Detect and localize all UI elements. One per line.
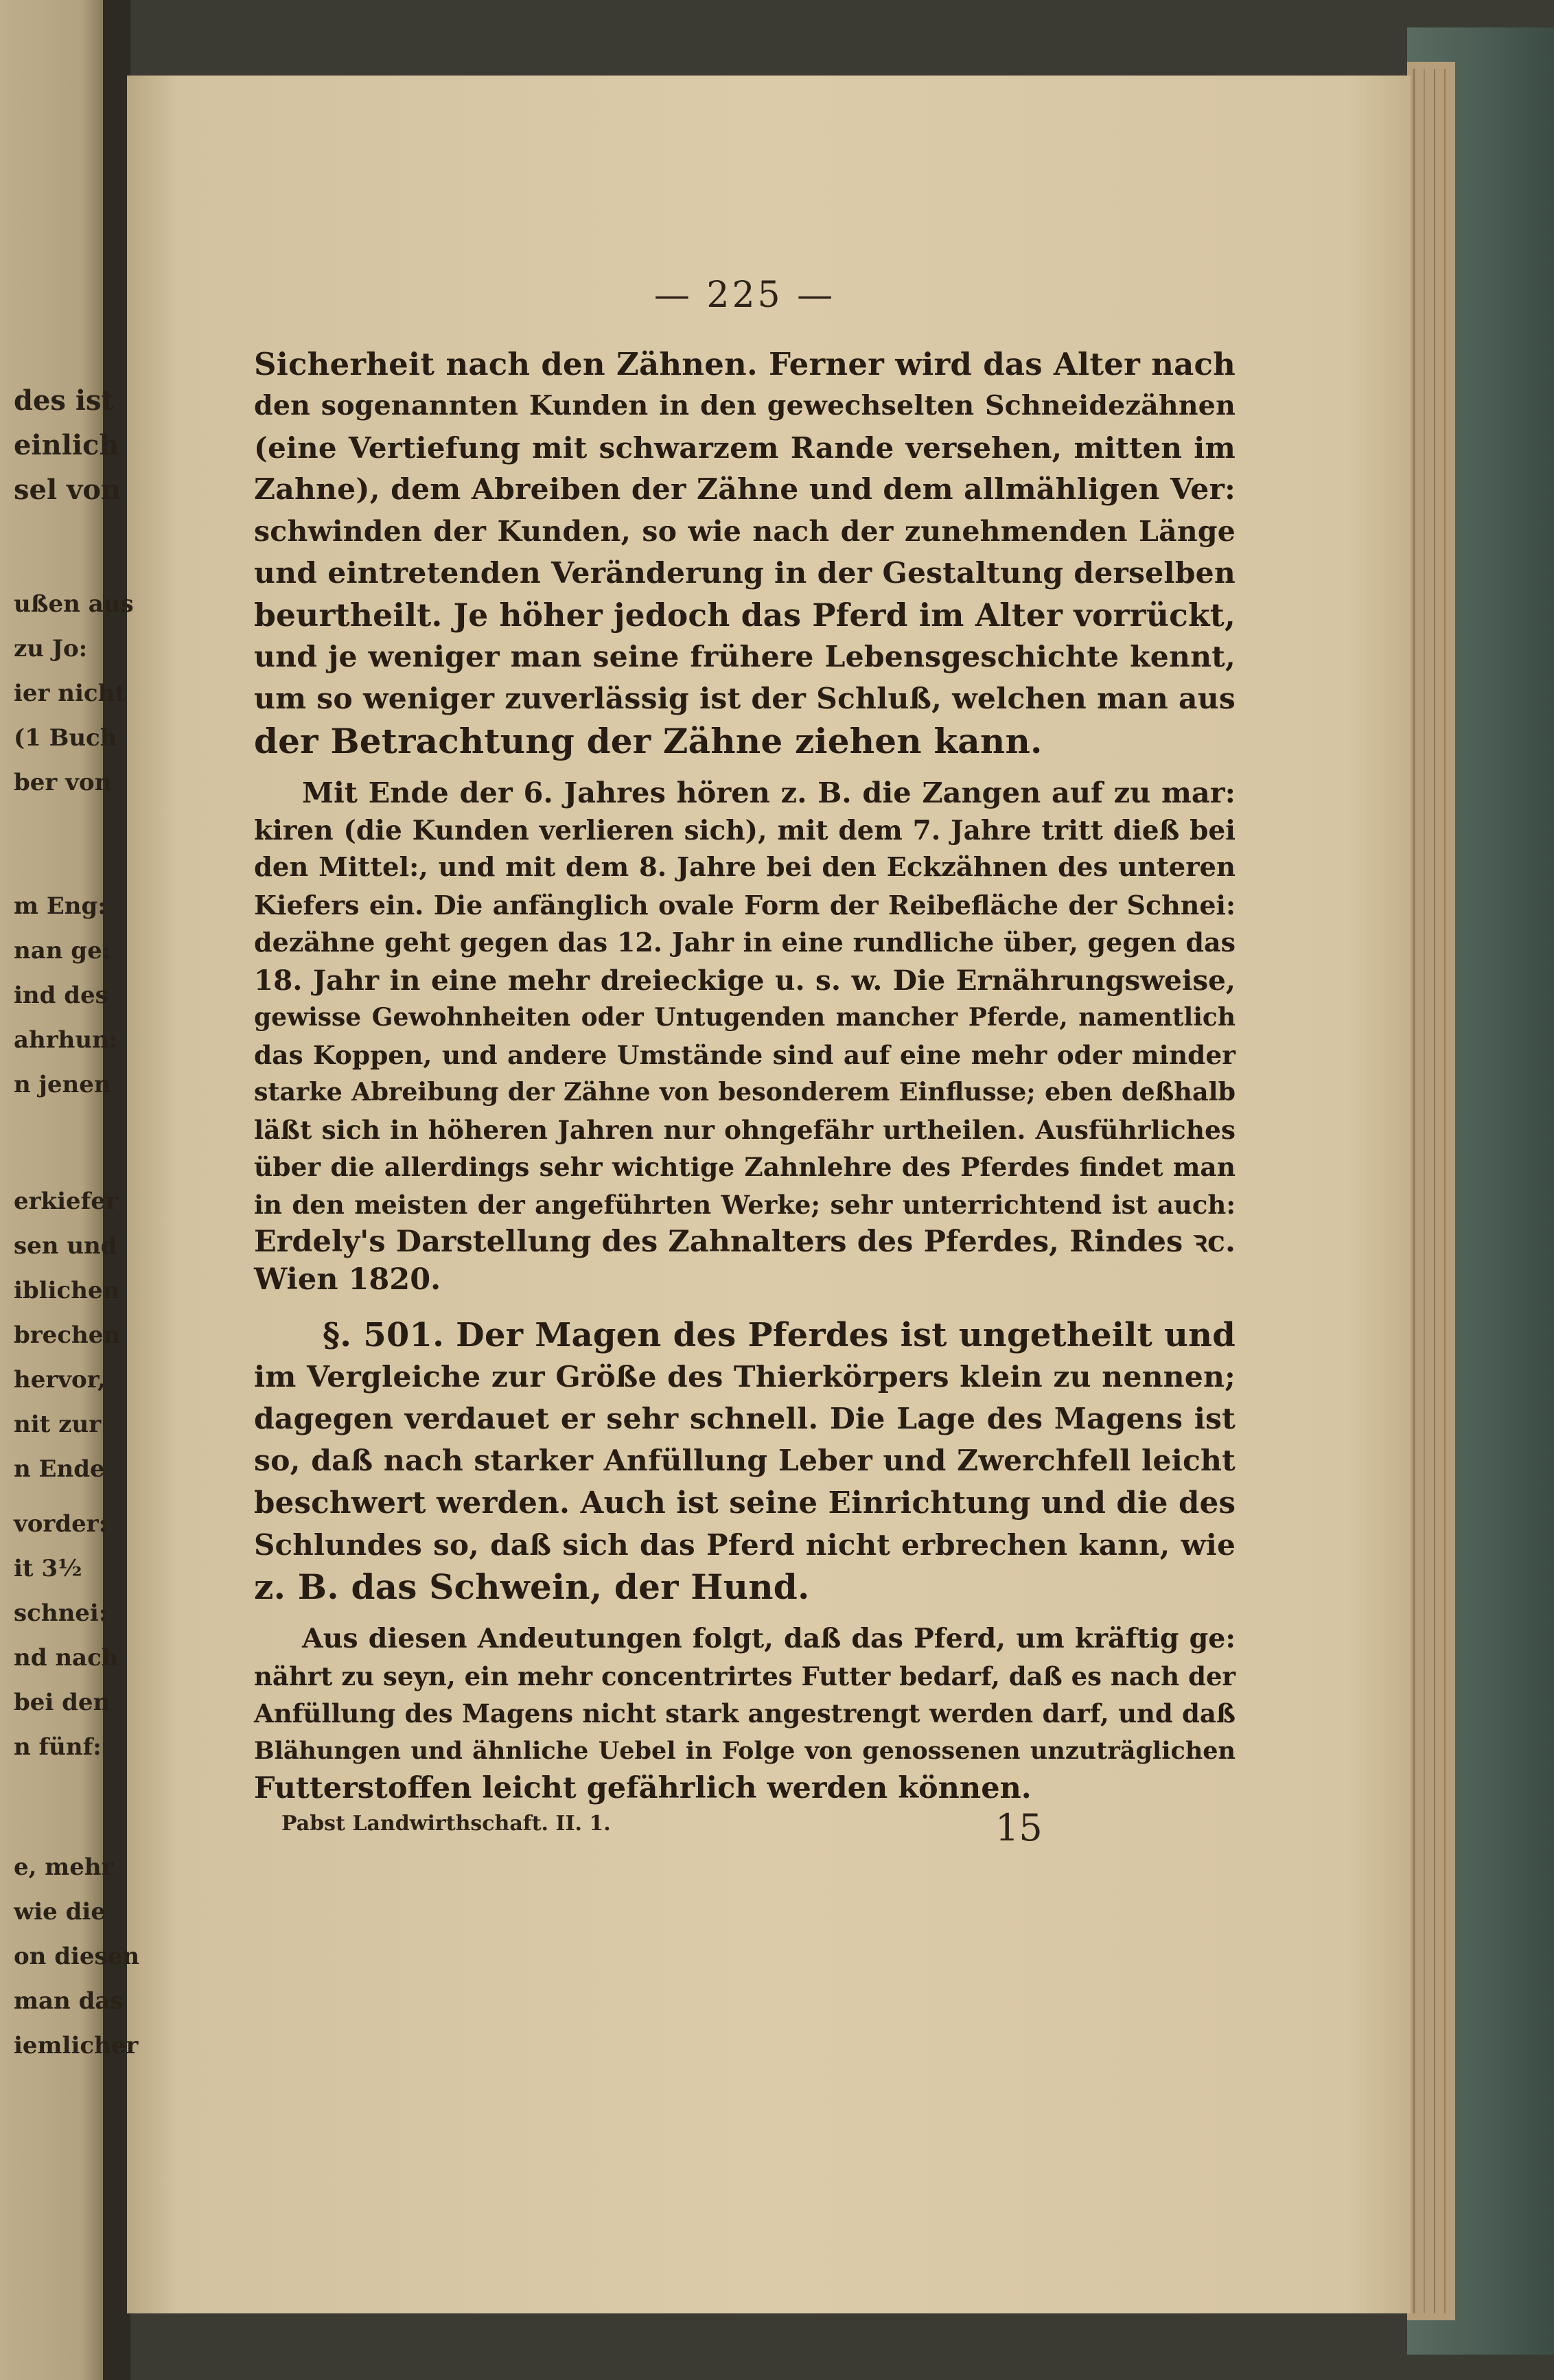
left-page-fragment: n jenen <box>14 1071 111 1098</box>
left-page-fragment: ber von <box>14 769 112 796</box>
left-page-fragment: hervor, <box>14 1366 106 1394</box>
left-page-fragment: nan ge: <box>14 937 111 964</box>
left-page-fragment: brechen <box>14 1321 121 1349</box>
text-line: Mit Ende der 6. Jahres hören z. B. die Zangen auf zu mar: <box>302 776 1236 809</box>
paragraph-1 <box>254 343 1236 762</box>
text-line: Anfüllung des Magens nicht stark angestrengt werden darf, und daß <box>254 1698 1236 1729</box>
left-page-fragment: bei den <box>14 1689 111 1716</box>
sheet-number: 15 <box>995 1805 1043 1849</box>
left-page-fragment: sel von <box>14 474 121 506</box>
text-line: läßt sich in höheren Jahren nur ohngefähr urtheilen. Ausführliches <box>254 1114 1236 1145</box>
footer-signature: Pabst Landwirthschaft. II. 1. <box>281 1811 611 1836</box>
text-line: den sogenannten Kunden in den gewechselten Schneidezähnen <box>254 390 1236 421</box>
text-line: im Vergleiche zur Größe des Thierkörpers klein zu nennen; <box>254 1360 1236 1394</box>
text-line: in den meisten der angeführten Werke; sehr unterrichtend ist auch: <box>254 1189 1236 1220</box>
text-line: dagegen verdauet er sehr schnell. Die Lage des Magens ist <box>254 1402 1236 1436</box>
text-line: z. B. das Schwein, der Hund. <box>254 1567 810 1607</box>
text-line: der Betrachtung der Zähne ziehen kann. <box>254 721 1043 761</box>
text-line: Zahne), dem Abreiben der Zähne und dem allmähligen Ver: <box>254 472 1236 507</box>
left-page-fragment: einlich <box>14 429 119 461</box>
left-page-fragment: erkiefer <box>14 1188 118 1215</box>
text-line: Wien 1820. <box>254 1262 441 1297</box>
text-line: beurtheilt. Je höher jedoch das Pferd im Alter vorrückt, <box>254 597 1236 634</box>
left-page-fragment: nit zur <box>14 1411 102 1438</box>
text-line: Sicherheit nach den Zähnen. Ferner wird das Alter nach <box>254 346 1236 382</box>
left-page-fragment: (1 Buch <box>14 724 117 752</box>
text-line: das Koppen, und andere Umstände sind auf eine mehr oder minder <box>254 1039 1236 1070</box>
paragraph-2 <box>254 774 1236 1298</box>
page-footer <box>254 1805 1236 1860</box>
left-page-fragment: ind des <box>14 982 108 1009</box>
text-line: den Mittel:, und mit dem 8. Jahre bei den Eckzähnen des unteren <box>254 852 1236 883</box>
left-page-fragment: ier nicht <box>14 680 126 707</box>
left-page-fragment: on diesen <box>14 1943 140 1970</box>
left-page-fragment: iblichen <box>14 1277 120 1304</box>
left-page-text <box>0 0 140 2380</box>
left-page-fragment: iemlicher <box>14 2032 139 2059</box>
left-page-fragment: sen und <box>14 1232 117 1260</box>
left-page-fragment: schnei: <box>14 1599 108 1627</box>
text-line: starke Abreibung der Zähne von besonderem Einflusse; eben deßhalb <box>254 1077 1236 1107</box>
left-page-fragment: ahrhun: <box>14 1026 118 1054</box>
text-line: §. 501. Der Magen des Pferdes ist ungetheilt und <box>323 1316 1236 1354</box>
left-page-fragment: m Eng: <box>14 892 106 920</box>
left-page-fragment: vorder: <box>14 1510 108 1538</box>
paragraph-3 <box>254 1315 1236 1608</box>
left-page-fragment: e, mehr <box>14 1853 114 1881</box>
text-line: so, daß nach starker Anfüllung Leber und Zwerchfell leicht <box>254 1444 1236 1478</box>
text-line: 18. Jahr in eine mehr dreieckige u. s. w. Die Ernährungsweise, <box>254 963 1236 997</box>
left-page-fragment: des ist <box>14 384 115 417</box>
text-line: dezähne geht gegen das 12. Jahr in eine rundliche über, gegen das <box>254 927 1236 958</box>
left-page-fragment: zu Jo: <box>14 635 88 662</box>
text-line: Aus diesen Andeutungen folgt, daß das Pferd, um kräftig ge: <box>302 1623 1236 1654</box>
text-line: schwinden der Kunden, so wie nach der zunehmenden Länge <box>254 515 1236 548</box>
text-line: beschwert werden. Auch ist seine Einrichtung und die des <box>254 1486 1236 1521</box>
text-line: Blähungen und ähnliche Uebel in Folge von genossenen unzuträglichen <box>254 1736 1236 1765</box>
text-line: um so weniger zuverlässig ist der Schluß, welchen man aus <box>254 682 1236 716</box>
paragraph-4 <box>254 1620 1236 1807</box>
left-page-fragment: ußen aus <box>14 590 134 618</box>
text-line: und je weniger man seine frühere Lebensgeschichte kennt, <box>254 640 1236 674</box>
left-page-fragment: it 3½ <box>14 1555 82 1582</box>
page-number: — 225 — <box>653 275 836 316</box>
page-content <box>254 275 1236 1860</box>
text-line: Kiefers ein. Die anfänglich ovale Form der Reibefläche der Schnei: <box>254 889 1236 921</box>
text-line: Erdely's Darstellung des Zahnalters des Pferdes, Rindes ꝛc. <box>254 1225 1236 1259</box>
text-line: Futterstoffen leicht gefährlich werden können. <box>254 1771 1032 1805</box>
text-line: kiren (die Kunden verlieren sich), mit dem 7. Jahre tritt dieß bei <box>254 814 1236 846</box>
text-line: über die allerdings sehr wichtige Zahnlehre des Pferdes findet man <box>254 1152 1236 1182</box>
left-page-fragment: wie die <box>14 1898 106 1926</box>
left-page-fragment: n Ende <box>14 1455 105 1483</box>
text-line: und eintretenden Veränderung in der Gestaltung derselben <box>254 556 1236 590</box>
text-line: Schlundes so, daß sich das Pferd nicht erbrechen kann, wie <box>254 1528 1236 1562</box>
text-line: gewisse Gewohnheiten oder Untugenden mancher Pferde, namentlich <box>254 1003 1236 1032</box>
text-line: nährt zu seyn, ein mehr concentrirtes Futter bedarf, daß es nach der <box>254 1661 1236 1691</box>
left-page-fragment: nd nach <box>14 1644 119 1672</box>
left-page-fragment: n fünf: <box>14 1733 102 1761</box>
left-page-fragment: man das <box>14 1987 124 2015</box>
text-line: (eine Vertiefung mit schwarzem Rande versehen, mitten im <box>254 431 1236 465</box>
